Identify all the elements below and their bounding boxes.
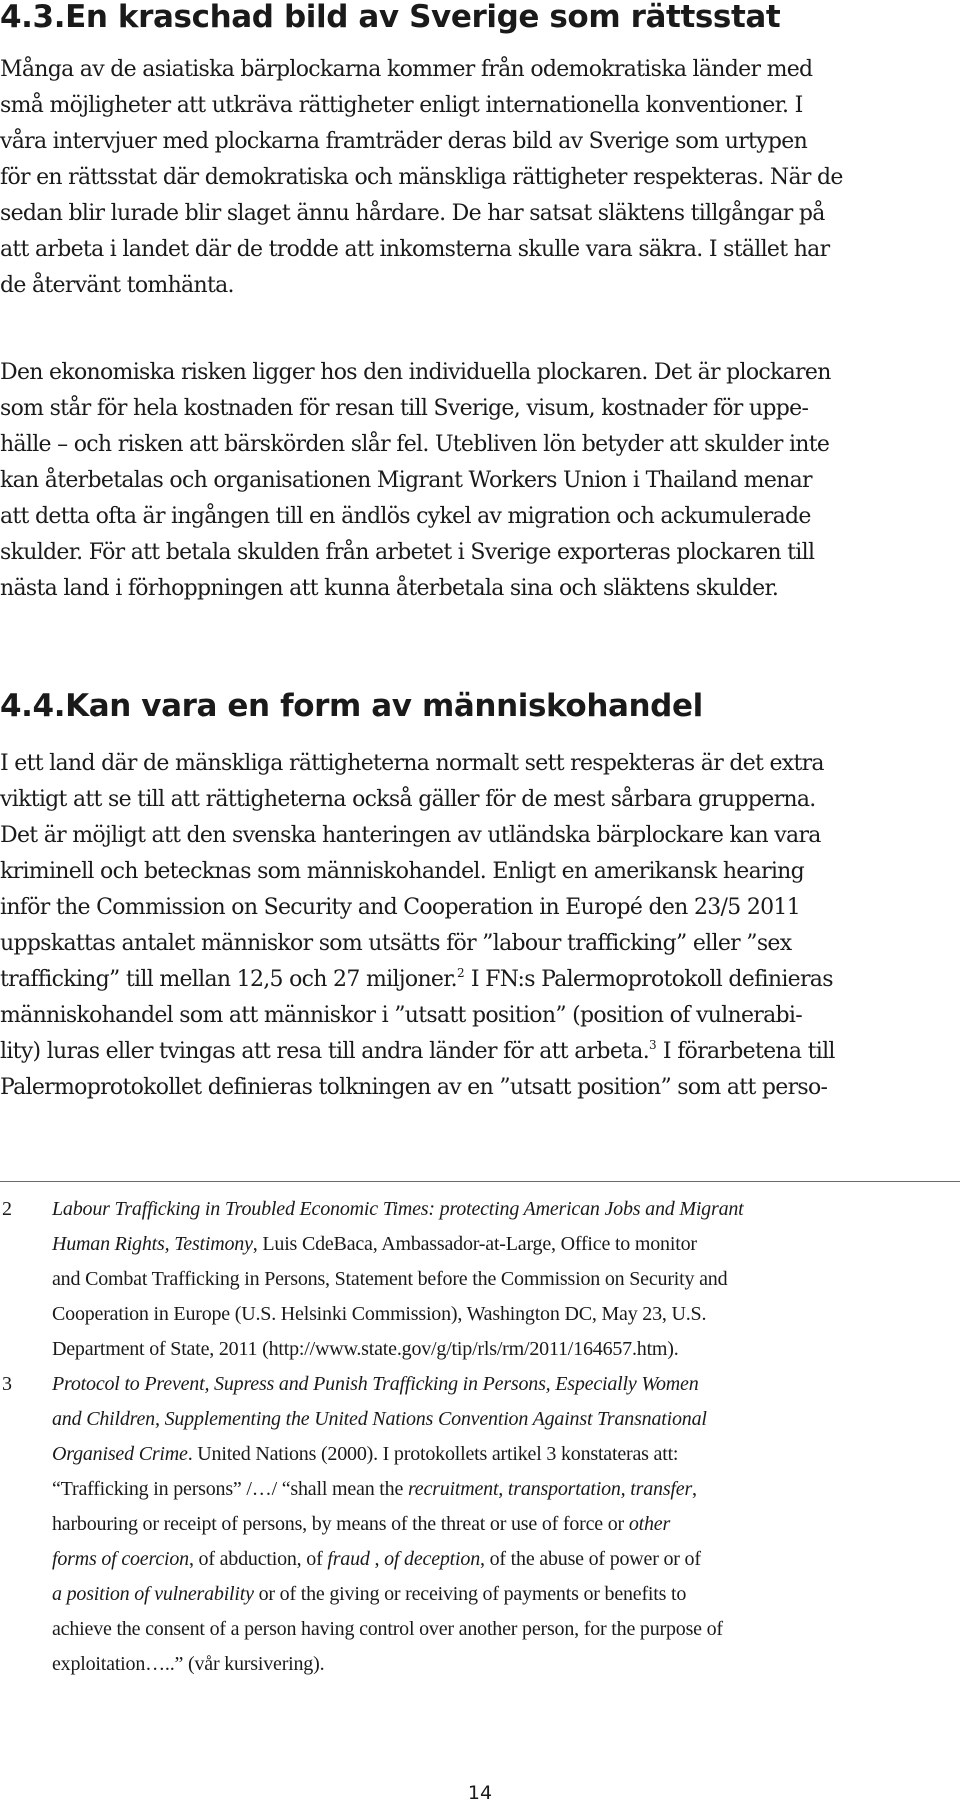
text-line: som står för hela kostnaden för resan till Sverige, visum, kostnader för uppe- — [0, 396, 809, 421]
text-line: viktigt att se till att rättigheterna också gäller för de mest sårbara grupperna. — [0, 787, 816, 812]
text-segment: , Luis CdeBaca, Ambassador-at-Large, Office to monitor — [252, 1233, 697, 1255]
text-segment: or of the giving or receiving of payments or benefits to — [253, 1583, 687, 1605]
section-number: 4.4. — [0, 688, 66, 724]
section-4-4-heading — [0, 688, 703, 724]
section-4-3-paragraph-2 — [0, 355, 956, 607]
text-segment: I förarbetena till — [656, 1039, 835, 1064]
footnote-reference-3[interactable]: 3 — [649, 1038, 657, 1052]
footnote-body — [52, 1192, 960, 1367]
italic-title: Human Rights, Testimony — [52, 1233, 253, 1255]
text-line — [0, 962, 956, 998]
footnote-divider — [0, 1181, 960, 1182]
text-segment: trafficking” till mellan 12,5 och 27 miljoner. — [0, 967, 457, 992]
text-line — [52, 1227, 960, 1262]
text-line: våra intervjuer med plockarna framträder deras bild av Sverige som urtypen — [0, 129, 808, 154]
text-segment: lity) luras eller tvingas att resa till andra länder för att arbeta. — [0, 1039, 649, 1064]
text-segment: , of abduction, of — [188, 1548, 328, 1570]
italic-emphasis: forms of coercion — [52, 1548, 189, 1570]
italic-emphasis: recruitment, transportation, transfer — [407, 1478, 693, 1500]
text-line: Det är möjligt att den svenska hanteringen av utländska bärplockare kan vara — [0, 823, 821, 848]
section-4-3-paragraph-1 — [0, 52, 956, 304]
text-line: Den ekonomiska risken ligger hos den individuella plockaren. Det är plockaren — [0, 360, 831, 385]
text-line: kan återbetalas och organisationen Migrant Workers Union i Thailand menar — [0, 468, 812, 493]
text-line: Cooperation in Europe (U.S. Helsinki Commission), Washington DC, May 23, U.S. — [52, 1303, 707, 1325]
text-line: hälle – och risken att bärskörden slår fel. Utebliven lön betyder att skulder inte — [0, 432, 830, 457]
italic-title: Labour Trafficking in Troubled Economic Times: protecting American Jobs and Migrant — [52, 1198, 744, 1220]
footnote-number: 2 — [2, 1198, 12, 1220]
section-title: Kan vara en form av människohandel — [65, 688, 703, 724]
text-segment: harbouring or receipt of persons, by means of the threat or use of force or — [52, 1513, 629, 1535]
italic-emphasis: fraud — [327, 1548, 370, 1570]
text-segment: , of the abuse of power or of — [480, 1548, 701, 1570]
text-line — [0, 1034, 956, 1070]
italic-title: Protocol to Prevent, Supress and Punish Trafficking in Persons, Especially Women — [52, 1373, 699, 1395]
text-line: and Combat Trafficking in Persons, Statement before the Commission on Security and — [52, 1268, 728, 1290]
text-line: uppskattas antalet människor som utsätts för ”labour trafficking” eller ”sex — [0, 931, 792, 956]
section-number: 4.3. — [0, 0, 66, 35]
footnote-body — [52, 1367, 960, 1682]
text-line — [52, 1402, 960, 1437]
text-line: inför the Commission on Security and Cooperation in Europé den 23/5 2011 — [0, 895, 801, 920]
text-line: Department of State, 2011 (http://www.state.gov/g/tip/rls/rm/2011/164657.htm). — [52, 1338, 679, 1360]
text-segment: “Trafficking in persons” /…/ “shall mean the — [52, 1478, 408, 1500]
text-line: människohandel som att människor i ”utsatt position” (position of vulnerabi- — [0, 1003, 802, 1028]
text-line: sedan blir lurade blir slaget ännu hårdare. De har satsat släktens tillgångar på — [0, 201, 825, 226]
text-line: att detta ofta är ingången till en ändlös cykel av migration och ackumulerade — [0, 504, 811, 529]
text-line: Palermoprotokollet definieras tolkningen av en ”utsatt position” som att perso- — [0, 1075, 828, 1100]
text-segment: , — [692, 1478, 697, 1500]
text-line: Många av de asiatiska bärplockarna kommer från odemokratiska länder med — [0, 57, 813, 82]
italic-title: and Children, Supplementing the United Nations Convention Against Transnational — [52, 1408, 707, 1430]
text-line: att arbeta i landet där de trodde att inkomsterna skulle vara säkra. I stället har — [0, 237, 830, 262]
text-line — [52, 1367, 960, 1402]
text-line — [52, 1192, 960, 1227]
text-segment: , — [369, 1548, 385, 1570]
footnote-number: 3 — [2, 1373, 12, 1395]
text-line: exploitation…..” (vår kursivering). — [52, 1653, 325, 1675]
text-line — [52, 1542, 960, 1577]
footnote-reference-2[interactable]: 2 — [456, 966, 465, 980]
text-line — [52, 1472, 960, 1507]
text-line: achieve the consent of a person having control over another person, for the purpose of — [52, 1618, 723, 1640]
text-line: de återvänt tomhänta. — [0, 273, 234, 298]
text-line: nästa land i förhoppningen att kunna återbetala sina och släktens skulder. — [0, 576, 779, 601]
text-line: skulder. För att betala skulden från arbetet i Sverige exporteras plockaren till — [0, 540, 815, 565]
text-line — [52, 1577, 960, 1612]
italic-emphasis: a position of vulnerability — [52, 1583, 254, 1605]
page-number: 14 — [467, 1782, 493, 1804]
text-line — [52, 1507, 960, 1542]
section-4-3-heading — [0, 0, 780, 35]
italic-emphasis: other — [628, 1513, 671, 1535]
text-line: I ett land där de mänskliga rättigheterna normalt sett respekteras är det extra — [0, 751, 824, 776]
text-line: små möjligheter att utkräva rättigheter enligt internationella konventioner. I — [0, 93, 803, 118]
section-4-4-paragraph-1 — [0, 746, 956, 1106]
text-line — [52, 1437, 960, 1472]
italic-emphasis: of deception — [384, 1548, 480, 1570]
italic-title: Organised Crime — [52, 1443, 188, 1465]
section-title: En kraschad bild av Sverige som rättsstat — [65, 0, 781, 35]
text-segment: I FN:s Palermoprotokoll definieras — [464, 967, 833, 992]
text-line: för en rättsstat där demokratiska och mänskliga rättigheter respekteras. När de — [0, 165, 843, 190]
text-segment: . United Nations (2000). I protokollets artikel 3 konstateras att: — [187, 1443, 679, 1465]
text-line: kriminell och betecknas som människohandel. Enligt en amerikansk hearing — [0, 859, 805, 884]
